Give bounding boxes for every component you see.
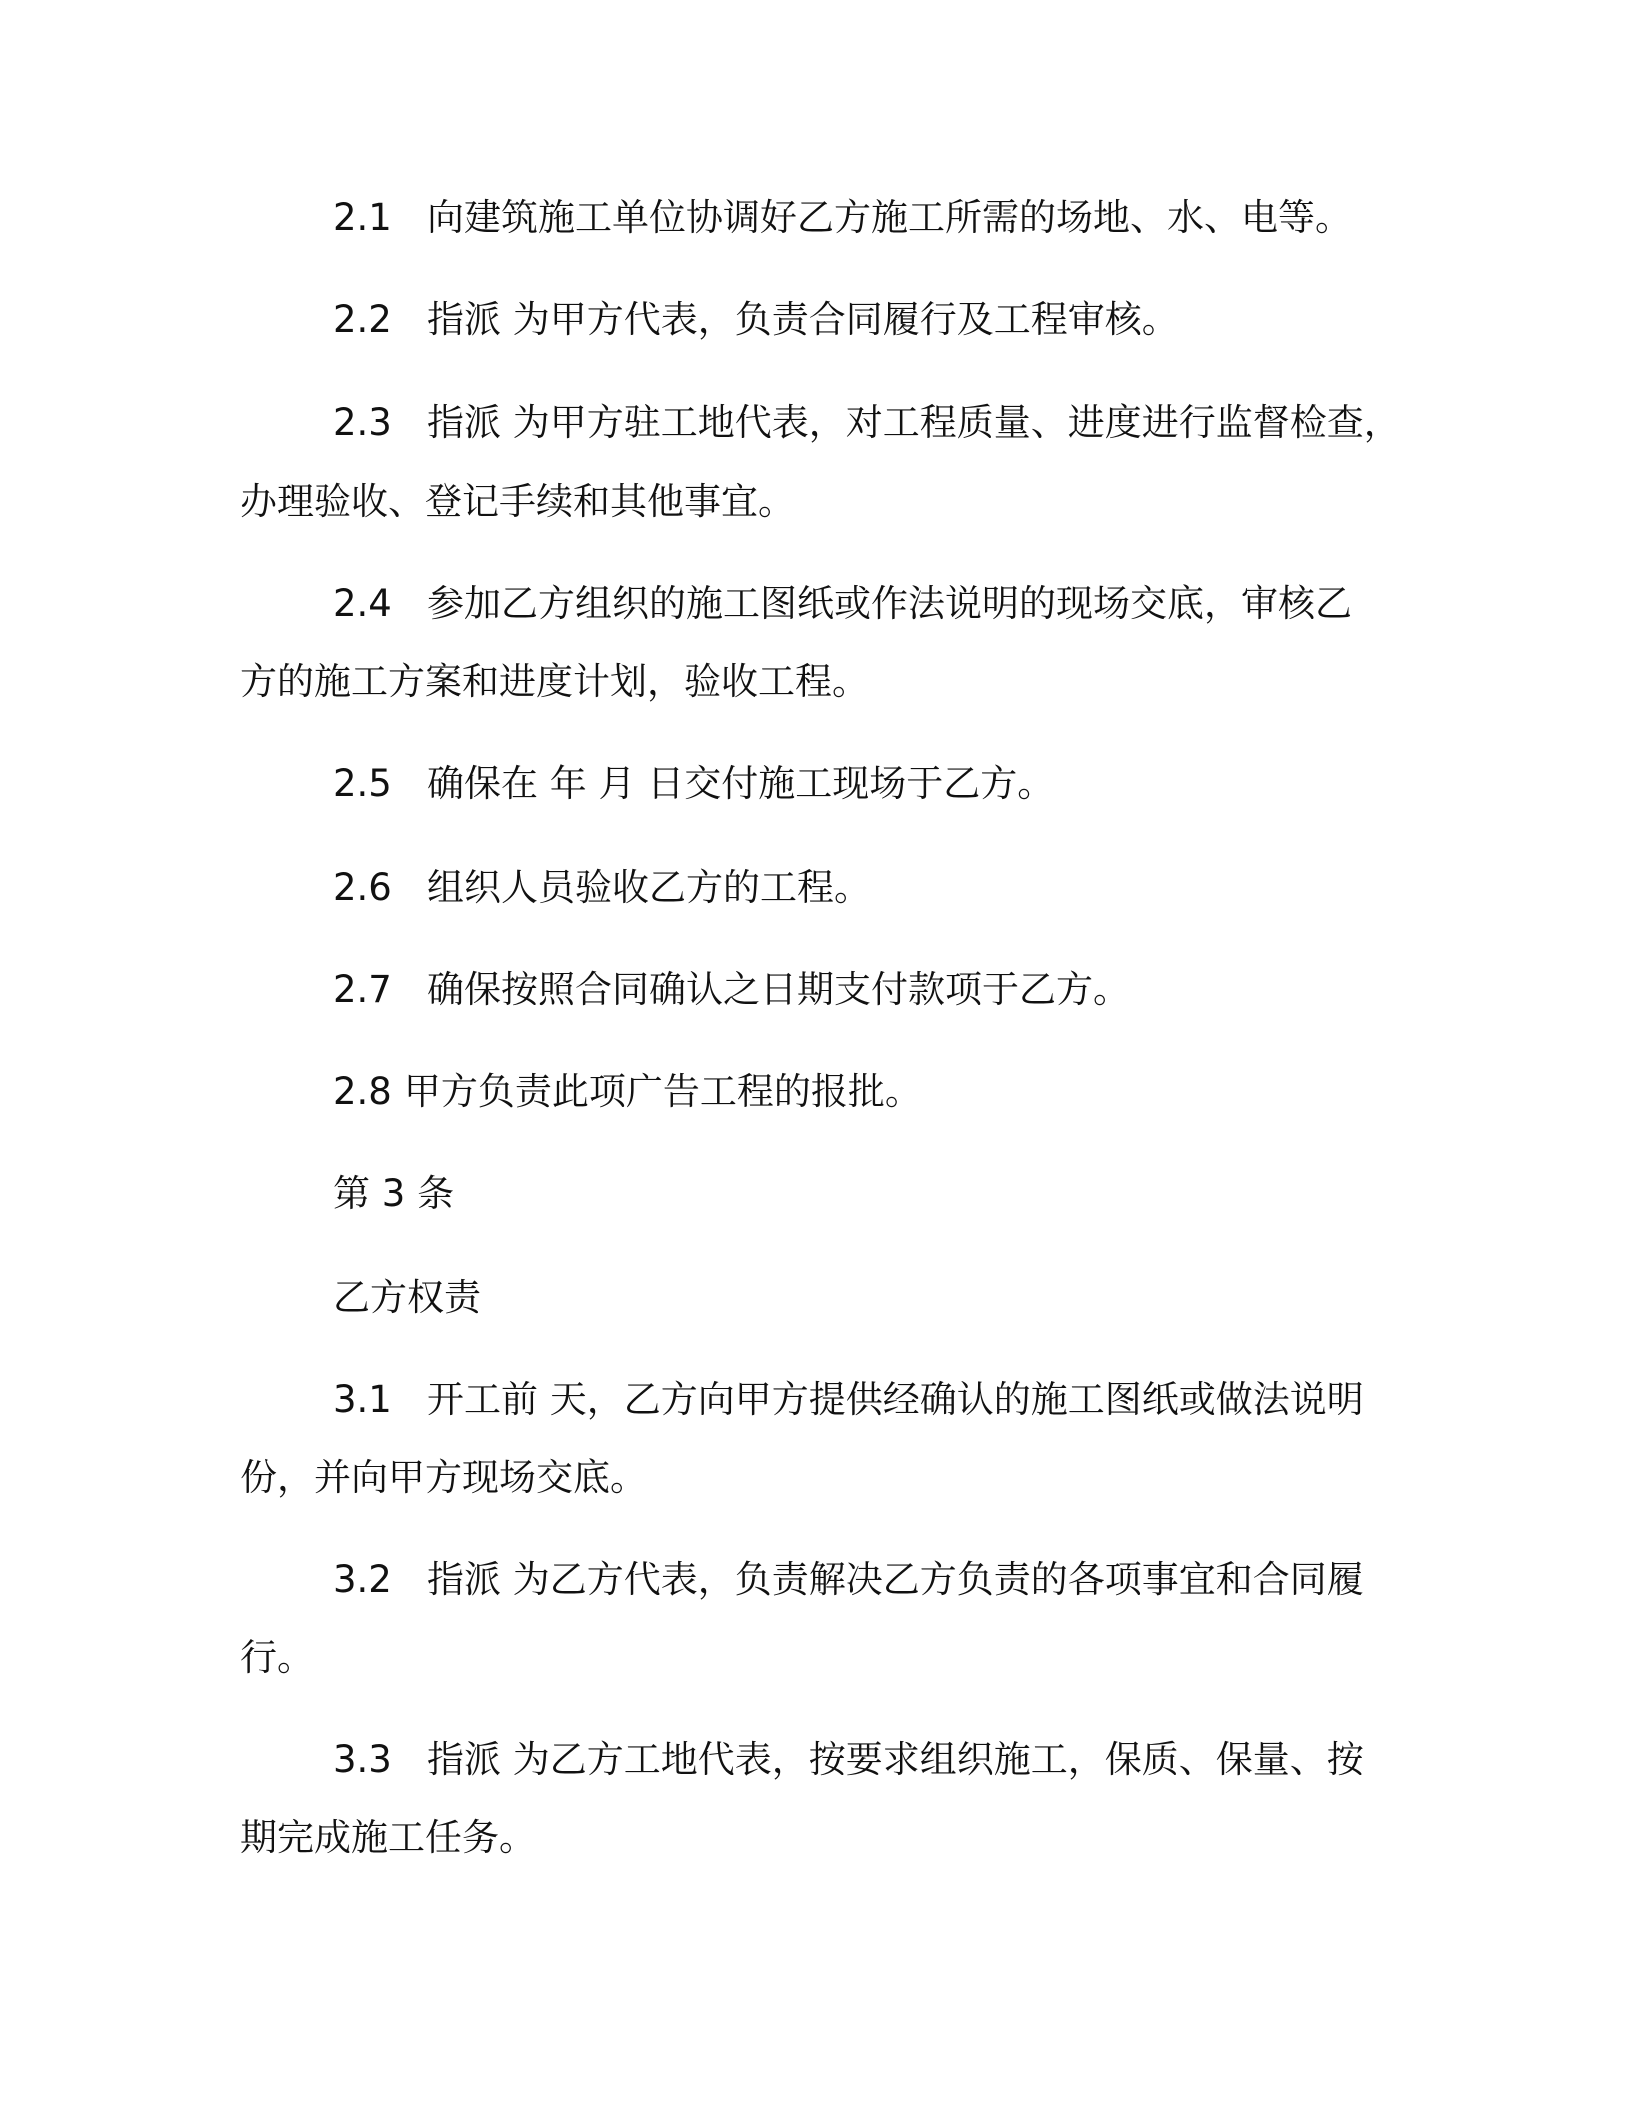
clause-2-4-continuation xyxy=(240,644,869,720)
clause-2-1 xyxy=(333,180,1352,256)
clause-text: 甲方负责此项广告工程的报批。 xyxy=(403,1070,922,1113)
clause-text: 办理验收、登记手续和其他事宜。 xyxy=(240,480,795,523)
clause-number: 2.5 xyxy=(333,762,392,805)
clause-text: 参加乙方组织的施工图纸或作法说明的现场交底，审核乙 xyxy=(427,582,1352,625)
clause-number: 3.1 xyxy=(333,1378,392,1421)
section-heading xyxy=(333,1260,481,1336)
clause-text: 确保在 年 月 日交付施工现场于乙方。 xyxy=(427,762,1055,805)
clause-text: 组织人员验收乙方的工程。 xyxy=(427,866,871,909)
clause-2-3 xyxy=(333,385,1401,461)
clause-2-2 xyxy=(333,282,1179,358)
clause-number: 2.1 xyxy=(333,196,392,239)
clause-number: 3.2 xyxy=(333,1558,392,1601)
clause-2-3-continuation xyxy=(240,464,795,540)
clause-text: 指派 为甲方代表，负责合同履行及工程审核。 xyxy=(427,298,1179,341)
clause-3-2-continuation xyxy=(240,1620,314,1696)
clause-2-7 xyxy=(333,952,1130,1028)
section-title: 乙方权责 xyxy=(333,1276,481,1319)
article-title: 第 3 条 xyxy=(333,1172,455,1215)
clause-2-5 xyxy=(333,746,1054,822)
clause-2-4 xyxy=(333,566,1352,642)
clause-number: 2.7 xyxy=(333,968,392,1011)
clause-text: 指派 为甲方驻工地代表，对工程质量、进度进行监督检查， xyxy=(427,401,1401,444)
clause-number: 2.8 xyxy=(333,1070,392,1113)
article-heading xyxy=(333,1156,454,1232)
clause-number: 2.6 xyxy=(333,866,392,909)
clause-text: 确保按照合同确认之日期支付款项于乙方。 xyxy=(427,968,1130,1011)
clause-text: 行。 xyxy=(240,1636,314,1679)
clause-number: 2.2 xyxy=(333,298,392,341)
clause-number: 3.3 xyxy=(333,1738,392,1781)
clause-3-3 xyxy=(333,1722,1364,1798)
clause-3-3-continuation xyxy=(240,1800,536,1876)
clause-text: 开工前 天，乙方向甲方提供经确认的施工图纸或做法说明 xyxy=(427,1378,1364,1421)
clause-3-2 xyxy=(333,1542,1364,1618)
clause-text: 方的施工方案和进度计划，验收工程。 xyxy=(240,660,869,703)
clause-text: 向建筑施工单位协调好乙方施工所需的场地、水、电等。 xyxy=(427,196,1352,239)
clause-3-1 xyxy=(333,1362,1364,1438)
clause-2-6 xyxy=(333,850,871,926)
clause-number: 2.4 xyxy=(333,582,392,625)
clause-text: 指派 为乙方工地代表，按要求组织施工，保质、保量、按 xyxy=(427,1738,1364,1781)
clause-text: 期完成施工任务。 xyxy=(240,1816,536,1859)
clause-3-1-continuation xyxy=(240,1440,647,1516)
clause-number: 2.3 xyxy=(333,401,392,444)
clause-2-8 xyxy=(333,1054,922,1130)
clause-text: 指派 为乙方代表，负责解决乙方负责的各项事宜和合同履 xyxy=(427,1558,1364,1601)
clause-text: 份，并向甲方现场交底。 xyxy=(240,1456,647,1499)
